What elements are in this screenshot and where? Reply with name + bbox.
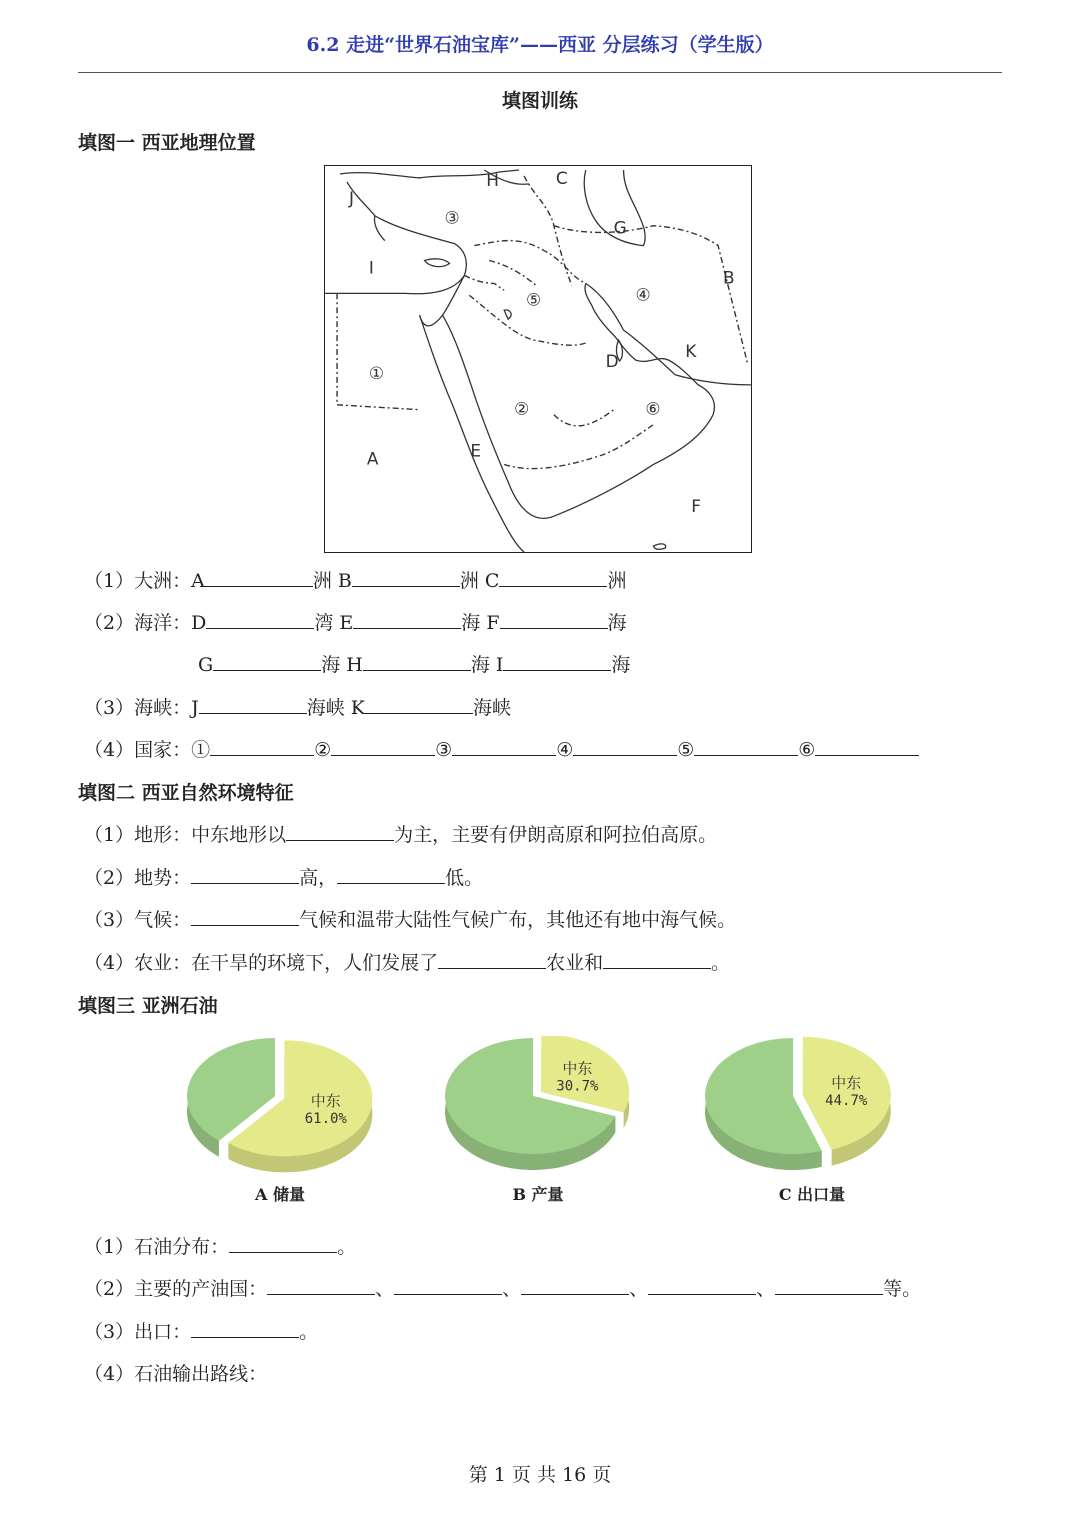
map-label-i: I: [368, 257, 374, 278]
answer-blank[interactable]: [210, 737, 314, 756]
map-label-4: ④: [635, 284, 651, 305]
west-asia-map: [324, 165, 752, 553]
answer-blank[interactable]: [648, 1276, 756, 1295]
p1-q1-b: B: [337, 570, 352, 592]
p1-q1-c: C: [484, 570, 500, 592]
answer-blank[interactable]: [205, 568, 313, 587]
pie-label-region: 中东: [310, 1092, 341, 1111]
separator: 、: [375, 1278, 395, 1300]
map-label-5: ⑤: [526, 289, 542, 310]
p3-q2-prefix: （2）主要的产油国：: [84, 1278, 268, 1300]
p1-q1-prefix: （1）大洲：: [84, 570, 192, 592]
p2-q4-suffix: 。: [711, 952, 731, 974]
p3-q1-suffix: 。: [337, 1236, 357, 1258]
p3-q2: [84, 1274, 921, 1301]
part2-title: 填图二 西亚自然环境特征: [78, 782, 294, 804]
p2-q1-prefix: （1）地形：中东地形以: [84, 824, 287, 846]
part3-title: 填图三 亚洲石油: [78, 995, 218, 1017]
answer-blank[interactable]: [191, 1319, 299, 1338]
answer-blank[interactable]: [603, 950, 711, 969]
pie-chart-export: [698, 1036, 898, 1181]
map-label-f: F: [691, 496, 701, 517]
p1-q2: [84, 608, 627, 635]
p1-q2-f-suffix: 海: [607, 612, 627, 634]
header-divider: [78, 72, 1002, 73]
answer-blank[interactable]: [500, 610, 608, 629]
p1-q3-prefix: （3）海峡：: [84, 697, 192, 719]
p1-q3-k: K: [350, 697, 365, 719]
p1-q2-e: E: [339, 612, 354, 634]
p1-q2-i-suffix: 海: [611, 654, 631, 676]
west-asia-map-drawing: [325, 166, 751, 552]
answer-blank[interactable]: [199, 695, 307, 714]
pie-label-value: 30.7%: [556, 1078, 599, 1095]
pie-label-value: 44.7%: [825, 1093, 868, 1110]
map-label-k: K: [685, 341, 697, 362]
p1-q2-h: H: [346, 654, 363, 676]
p1-q3-k-suffix: 海峡: [472, 697, 511, 719]
p1-q2-row2: [198, 650, 630, 677]
p1-q1-c-suffix: 洲: [607, 570, 627, 592]
map-label-c: C: [555, 167, 568, 188]
answer-blank[interactable]: [213, 652, 321, 671]
answer-blank[interactable]: [191, 865, 299, 884]
answer-blank[interactable]: [353, 610, 461, 629]
answer-blank[interactable]: [815, 737, 919, 756]
answer-blank[interactable]: [694, 737, 798, 756]
p1-q1-a-suffix: 洲: [312, 570, 332, 592]
p2-q3-prefix: （3）气候：: [84, 909, 192, 931]
p1-q4-n1: ①: [191, 739, 211, 761]
map-label-2: ②: [514, 398, 530, 419]
p2-q2-prefix: （2）地势：: [84, 867, 192, 889]
p3-q4-prefix: （4）石油输出路线：: [84, 1363, 268, 1385]
answer-blank[interactable]: [229, 1234, 337, 1253]
p2-q2-suffix: 低。: [445, 867, 484, 889]
p3-q3: [84, 1317, 318, 1344]
answer-blank[interactable]: [337, 865, 445, 884]
p3-q3-prefix: （3）出口：: [84, 1321, 192, 1343]
p3-q4: [84, 1359, 267, 1386]
p2-q4: [84, 948, 730, 975]
p2-q1: [84, 820, 717, 847]
map-label-1: ①: [368, 362, 385, 383]
p1-q2-d-suffix: 湾: [314, 612, 334, 634]
pie-chart-reserves: [180, 1036, 380, 1181]
p1-q2-f: F: [486, 612, 500, 634]
map-label-h: H: [486, 169, 499, 190]
p1-q4-prefix: （4）国家：: [84, 739, 192, 761]
answer-blank[interactable]: [521, 1276, 629, 1295]
answer-blank[interactable]: [267, 1276, 375, 1295]
pie-chart-reserves-svg: [180, 1036, 380, 1181]
p1-q3: [84, 693, 511, 720]
pie-caption-reserves: A 储量: [255, 1185, 305, 1204]
p1-q3-j-suffix: 海峡: [306, 697, 345, 719]
p1-q2-g: G: [198, 654, 214, 676]
map-label-b: B: [723, 267, 735, 288]
section-title: 填图训练: [501, 90, 578, 112]
p1-q4-n5: ⑤: [677, 739, 695, 761]
pie-label-region: 中东: [831, 1074, 862, 1093]
p1-q2-g-suffix: 海: [321, 654, 341, 676]
separator: 、: [629, 1278, 649, 1300]
answer-blank[interactable]: [365, 695, 473, 714]
p1-q3-j: J: [191, 697, 199, 719]
map-label-g: G: [613, 217, 627, 238]
p2-q4-prefix: （4）农业：在干旱的环境下，人们发展了: [84, 952, 439, 974]
answer-blank[interactable]: [352, 568, 460, 587]
answer-blank[interactable]: [775, 1276, 883, 1295]
answer-blank[interactable]: [503, 652, 611, 671]
part1-title: 填图一 西亚地理位置: [78, 132, 256, 154]
answer-blank[interactable]: [206, 610, 314, 629]
p1-q2-i: I: [495, 654, 504, 676]
separator: 、: [756, 1278, 776, 1300]
pie-label-region: 中东: [562, 1059, 593, 1078]
p3-q3-suffix: 。: [299, 1321, 319, 1343]
pie-caption-export: C 出口量: [778, 1185, 846, 1204]
answer-blank[interactable]: [363, 652, 471, 671]
pie-label-value: 61.0%: [304, 1111, 347, 1128]
page-footer: 第 1 页 共 16 页: [468, 1464, 612, 1486]
answer-blank[interactable]: [331, 737, 435, 756]
p1-q1-b-suffix: 洲: [459, 570, 479, 592]
p2-q4-mid: 农业和: [546, 952, 604, 974]
p2-q1-suffix: 为主，主要有伊朗高原和阿拉伯高原。: [394, 824, 718, 846]
p1-q1: [84, 566, 626, 593]
p1-q4-n4: ④: [556, 739, 574, 761]
separator: 、: [502, 1278, 522, 1300]
p1-q2-e-suffix: 海: [461, 612, 481, 634]
document-header-title: 6.2 走进“世界石油宝库”——西亚 分层练习（学生版）: [306, 34, 774, 56]
answer-blank[interactable]: [573, 737, 677, 756]
answer-blank[interactable]: [394, 1276, 502, 1295]
map-label-6: ⑥: [645, 398, 661, 419]
p2-q3: [84, 905, 736, 932]
pie-chart-export-svg: [698, 1036, 898, 1181]
map-label-j: J: [348, 187, 354, 208]
answer-blank[interactable]: [438, 950, 546, 969]
pie-caption-production: B 产量: [512, 1185, 564, 1204]
p1-q4: [84, 735, 919, 762]
p1-q4-n3: ③: [435, 739, 453, 761]
p2-q2-mid: 高，: [299, 867, 338, 889]
map-label-a: A: [366, 448, 379, 469]
p1-q2-d: D: [191, 612, 207, 634]
p3-q1: [84, 1232, 356, 1259]
p2-q2: [84, 863, 483, 890]
answer-blank[interactable]: [499, 568, 607, 587]
map-label-e: E: [470, 440, 482, 461]
answer-blank[interactable]: [286, 822, 394, 841]
p1-q4-n6: ⑥: [798, 739, 816, 761]
answer-blank[interactable]: [191, 907, 299, 926]
p1-q1-a: A: [191, 570, 205, 592]
p1-q4-n2: ②: [314, 739, 332, 761]
map-label-3: ③: [444, 207, 460, 228]
p2-q3-suffix: 气候和温带大陆性气候广布，其他还有地中海气候。: [299, 909, 737, 931]
answer-blank[interactable]: [452, 737, 556, 756]
p1-q2-prefix: （2）海洋：: [84, 612, 192, 634]
pie-chart-production-svg: [438, 1036, 638, 1181]
map-label-d: D: [605, 350, 619, 371]
p3-q2-suffix: 等。: [883, 1278, 922, 1300]
pie-chart-production: [438, 1036, 638, 1181]
p3-q1-prefix: （1）石油分布：: [84, 1236, 230, 1258]
p1-q2-h-suffix: 海: [470, 654, 490, 676]
